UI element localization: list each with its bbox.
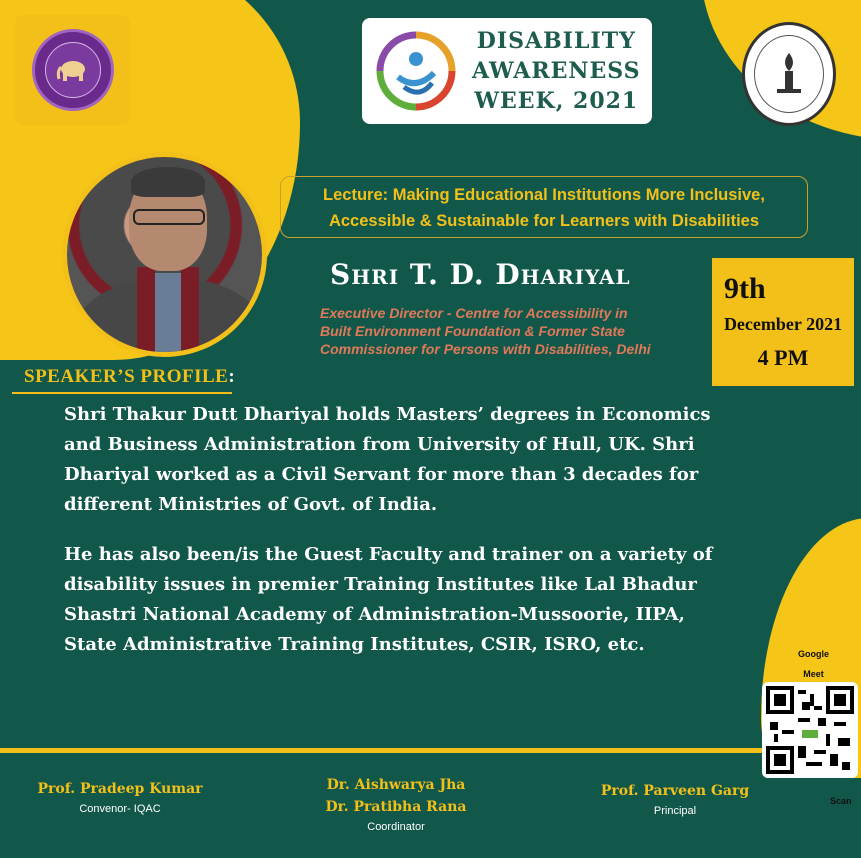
scan-label: Scan	[830, 796, 852, 806]
para1-line-4: different Ministries of Govt. of India.	[64, 494, 438, 515]
footer-divider	[0, 748, 800, 753]
heading-underline	[12, 392, 232, 394]
signatory-name: Prof. Pradeep Kumar	[37, 781, 203, 797]
profile-paragraph-2	[64, 540, 804, 660]
event-title-banner	[362, 18, 652, 124]
event-month-year: December 2021	[723, 314, 843, 334]
torch-icon	[754, 35, 824, 113]
signatory-name: Dr. Aishwarya Jha	[326, 777, 466, 793]
profile-paragraph-1	[64, 400, 804, 520]
speaker-profile-heading	[24, 366, 235, 388]
university-of-delhi-logo-icon	[32, 29, 114, 111]
para1-line-2: and Business Administration from University of Hull, UK. Shri	[64, 434, 695, 455]
para2-line-2: disability issues in premier Training Institutes like Lal Bhadur	[64, 574, 697, 595]
speaker-photo	[62, 152, 267, 357]
disability-awareness-logo-icon	[370, 25, 462, 117]
speaker-name: Shri T. D. Dhariyal	[330, 258, 631, 291]
lecture-line-2: Accessible & Sustainable for Learners with Disabilities	[328, 212, 760, 230]
signatory-role: Coordinator	[367, 821, 425, 833]
speaker-role	[320, 304, 700, 358]
university-logo-panel	[15, 15, 130, 125]
para2-line-1: He has also been/is the Guest Faculty and trainer on a variety of	[64, 544, 713, 565]
para1-line-1: Shri Thakur Dutt Dhariyal holds Masters’ degrees in Economics	[64, 404, 711, 425]
title-line-2: AWARENESS	[472, 58, 641, 84]
event-date-box	[712, 258, 854, 386]
signatory-coordinators	[296, 774, 496, 836]
signatory-principal	[580, 780, 770, 820]
lecture-title	[280, 176, 808, 238]
signatory-name: Dr. Pratibha Rana	[325, 799, 467, 815]
title-line-3: WEEK, 2021	[474, 88, 639, 114]
para2-line-3: Shastri National Academy of Administration-Mussoorie, IIPA,	[64, 604, 685, 625]
role-line-1: Executive Director - Centre for Accessibility in	[320, 305, 628, 321]
para2-line-4: State Administrative Training Institutes, CSIR, ISRO, etc.	[64, 634, 645, 655]
profile-heading-text: SPEAKER’S PROFILE	[24, 366, 229, 387]
elephant-icon	[45, 42, 101, 98]
google-meet-label	[798, 644, 829, 684]
google-meet-label-line-1: Google	[798, 649, 829, 659]
role-line-3: Commissioner for Persons with Disabilities, Delhi	[320, 341, 651, 357]
profile-heading-colon: :	[228, 366, 236, 387]
title-line-1: DISABILITY	[476, 28, 636, 54]
college-logo-icon	[742, 22, 836, 126]
event-title	[472, 26, 641, 116]
para1-line-3: Dhariyal worked as a Civil Servant for more than 3 decades for	[64, 464, 699, 485]
qr-code[interactable]	[762, 682, 858, 778]
event-time: 4 PM	[757, 345, 809, 370]
event-day: 9th	[724, 272, 766, 305]
signatory-role: Convenor- IQAC	[79, 803, 161, 815]
role-line-2: Built Environment Foundation & Former State	[320, 323, 625, 339]
signatory-name: Prof. Parveen Garg	[600, 783, 750, 799]
signatory-role: Principal	[653, 805, 697, 817]
signatory-convenor	[20, 778, 220, 818]
google-meet-label-line-2: Meet	[803, 669, 824, 679]
lecture-line-1: Lecture: Making Educational Institutions More Inclusive,	[323, 186, 765, 204]
